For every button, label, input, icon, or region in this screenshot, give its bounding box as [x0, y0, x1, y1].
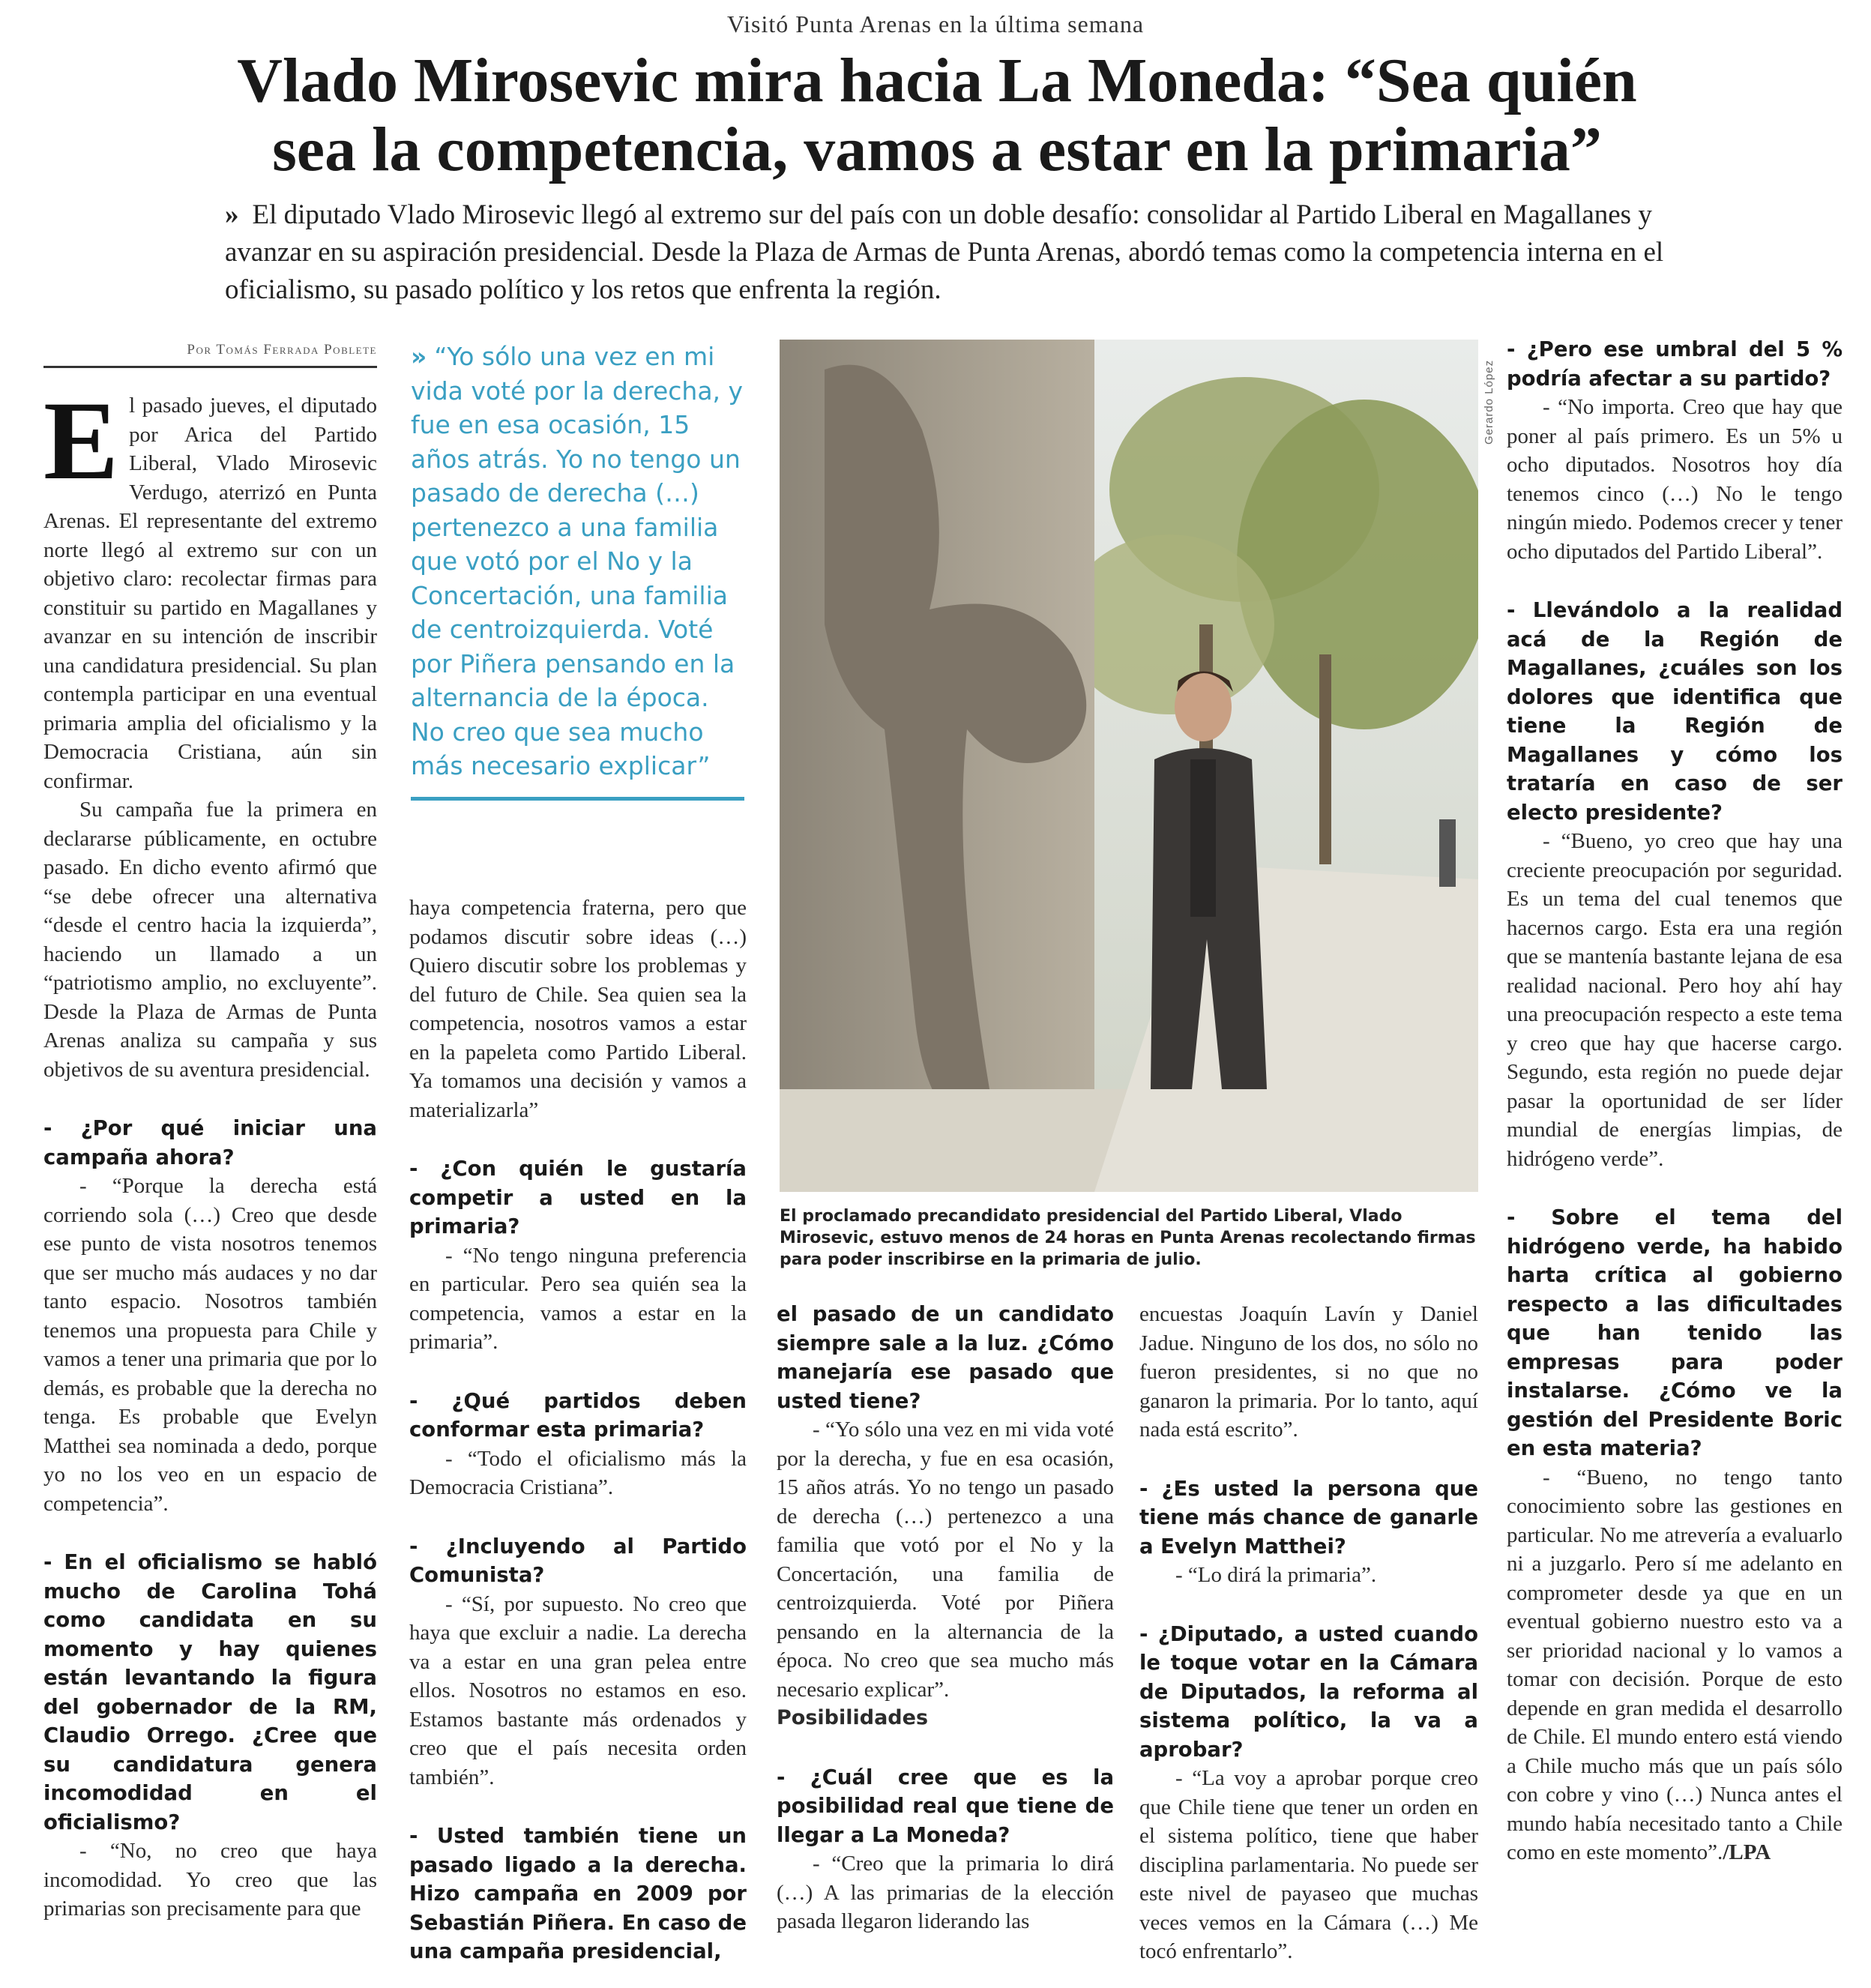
answer: - “Creo que la primaria lo dirá (…) A las primarias de la elección pasada llegaron liderando las — [777, 1852, 1114, 1933]
article-photo — [780, 340, 1478, 1192]
question: - ¿Diputado, a usted cuando le toque votar en la Cámara de Diputados, la reforma al sistema político, la va a aprobar? — [1139, 1621, 1478, 1762]
section-subhead: Posibilidades — [777, 1706, 929, 1729]
column-4 — [1139, 1300, 1478, 1966]
question: - ¿Qué partidos deben conformar esta primaria? — [409, 1388, 747, 1442]
drop-cap: E — [43, 379, 119, 503]
headline — [150, 46, 1724, 184]
answer: - “Lo dirá la primaria”. — [1175, 1563, 1377, 1587]
question: el pasado de un candidato siempre sale a la luz. ¿Cómo manejaría ese pasado que usted tiene? — [777, 1302, 1114, 1413]
column-2 — [409, 894, 747, 1966]
photo-illustration — [780, 340, 1478, 1192]
deck-arrow-icon: » — [225, 199, 239, 230]
question: - ¿Con quién le gustaría competir a usted en la primaria? — [409, 1157, 747, 1238]
answer: - “Porque la derecha está corriendo sola (…) Creo que desde ese punto de vista nosotros tenemos que ser mucho más audaces y no dar tanto espacio. Nosotros también tenemos una propuesta para Chile y vamos a tener una primaria que por lo demás, es probable que la derecha no tenga. Es probable que Evelyn Matthei sea nominada a dedo, porque yo no los veo en un espacio de competencia”. — [43, 1174, 377, 1516]
question: - Llevándolo a la realidad acá de la Región de Magallanes, ¿cuáles son los dolores que identifica que tiene la Región de Magallanes y cómo los trataría en caso de ser electo presidente? — [1507, 598, 1843, 825]
question: - ¿Cuál cree que es la posibilidad real que tiene de llegar a La Moneda? — [777, 1765, 1114, 1847]
photo-credit: Gerardo López — [1483, 359, 1495, 445]
pull-quote — [411, 340, 744, 801]
kicker: Visitó Punta Arenas en la última semana — [726, 10, 1145, 37]
column-1 — [43, 379, 377, 1924]
answer: - “Sí, por supuesto. No creo que haya que excluir a nadie. La derecha va a estar en una gran pelea entre ellos. Nosotros no estamos en eso. Estamos bastante más ordenados y creo que el país necesita orden también”. — [409, 1591, 747, 1789]
question: - ¿Incluyendo al Partido Comunista? — [409, 1534, 747, 1587]
answer: - “No, no creo que haya incomodidad. Yo creo que las primarias son precisamente para que — [43, 1839, 377, 1921]
paragraph: haya competencia fraterna, pero que podamos discutir sobre ideas (…) Quiero discutir sobre los problemas y del futuro de Chile. Sea quien sea la competencia, nosotros vamos a estar en la papeleta como Partido Liberal. Ya tomamos una decisión y vamos a materializarla” — [409, 896, 747, 1122]
answer-text: - “Bueno, no tengo tanto conocimiento sobre las gestiones en particular. No me atrevería a evaluarlo ni a juzgarlo. Pero sí me adelanto en comprometer desde ya que en un eventual gobierno nuestro esto va a ser prioridad nacional y lo vamos a tomar con decisión. Porque de esto depende en gran medida el desarrollo de Chile. El mundo entero está viendo a Chile mucho más que un país sólo con cobre y vino (…) Nunca antes el mundo había necesitado tanto a Chile como en este momento”. — [1507, 1465, 1843, 1864]
answer — [1507, 1463, 1843, 1867]
answer: - “No tengo ninguna preferencia en particular. Pero sea quién sea la competencia, vamos a estar en la primaria”. — [409, 1243, 747, 1354]
byline: Por Tomás Ferrada Poblete — [43, 342, 377, 368]
answer: - “La voy a aprobar porque creo que Chile tiene que tener un orden en el sistema político, tiene que haber disciplina parlamentaria. No puede ser este nivel de payaseo que muchas veces vemos en la Cámara (…) Me tocó enfrentarlo”. — [1139, 1766, 1478, 1963]
headline-line-1: Vlado Mirosevic mira hacia La Moneda: “Sea quién — [237, 46, 1637, 115]
column-3 — [777, 1300, 1114, 1936]
deck-text: El diputado Vlado Mirosevic llegó al extremo sur del país con un doble desafío: consolidar al Partido Liberal en Magallanes y avanzar en su aspiración presidencial. Desde la Plaza de Armas de Punta Arenas, abordó temas como la competencia interna en el oficialismo, su pasado político y los retos que enfrenta la región. — [225, 199, 1664, 305]
pull-quote-text: “Yo sólo una vez en mi vida voté por la derecha, y fue en esa ocasión, 15 años atrás. Yo no tengo un pasado de derecha (…) pertenezco a una familia que votó por el No y la Concertación, una familia de centroizquierda. Voté por Piñera pensando en la alternancia de la época. No creo que sea mucho más necesario explicar” — [411, 342, 744, 780]
paragraph: Su campaña fue la primera en declararse públicamente, en octubre pasado. En dicho evento afirmó que “se debe ofrecer una alternativa “desde el centro hacia la izquierda”, haciendo un llamado a un “patriotismo amplio, no excluyente”. Desde la Plaza de Armas de Punta Arenas analiza su campaña y sus objetivos de su aventura presidencial. — [43, 798, 377, 1082]
paragraph: encuestas Joaquín Lavín y Daniel Jadue. Ninguno de los dos, no sólo no fueron presidentes, si no que no ganaron la primaria. Por lo tanto, aquí nada está escrito”. — [1139, 1302, 1478, 1442]
answer: - “Yo sólo una vez en mi vida voté por la derecha, y fue en esa ocasión, 15 años atrás. Yo no tengo un pasado de derecha (…) pertenezco a una familia que votó por el No y la Concertación, una familia de centroizquierda. Voté por Piñera pensando en la alternancia de la época. No creo que sea mucho más necesario explicar”. — [777, 1418, 1114, 1702]
question: - ¿Por qué iniciar una campaña ahora? — [43, 1116, 377, 1169]
photo-caption: El proclamado precandidato presidencial del Partido Liberal, Vlado Mirosevic, estuvo menos de 24 horas en Punta Arenas recolectando firmas para poder inscribirse en la primaria de julio. — [780, 1207, 1476, 1269]
answer: - “Bueno, yo creo que hay una creciente preocupación por seguridad. Es un tema del cual tenemos que hacernos cargo. Esta era una región que se mantenía bastante lejana de esa realidad nacional. Pero hoy ahí hay una preocupación respecto a este tema y creo que hay que hacerse cargo. Segundo, esta región no puede dejar pasar la oportunidad de ser líder mundial de energías limpias, de hidrógeno verde”. — [1507, 829, 1843, 1171]
answer: - “Todo el oficialismo más la Democracia Cristiana”. — [409, 1446, 747, 1499]
signoff: /LPA — [1723, 1840, 1771, 1864]
pull-quote-arrow-icon: » — [411, 342, 427, 371]
deck — [225, 196, 1679, 309]
question: - ¿Pero ese umbral del 5 % podría afectar a su partido? — [1507, 337, 1843, 391]
headline-line-2: sea la competencia, vamos a estar en la primaria” — [272, 115, 1602, 184]
column-5 — [1507, 335, 1843, 1867]
question: - En el oficialismo se habló mucho de Carolina Tohá como candidata en su momento y hay quienes están levantando la figura del gobernador de la RM, Claudio Orrego. ¿Cree que su candidatura genera incomodidad en el oficialismo? — [43, 1550, 377, 1834]
question: - Usted también tiene un pasado ligado a la derecha. Hizo campaña en 2009 por Sebastián Piñera. En caso de una campaña presidencial, — [409, 1824, 747, 1963]
question: - Sobre el tema del hidrógeno verde, ha habido harta crítica al gobierno respecto a las dificultades que han tenido las empresas para poder instalarse. ¿Cómo ve la gestión del Presidente Boric en esta materia? — [1507, 1205, 1843, 1460]
intro-text: l pasado jueves, el diputado por Arica del Partido Liberal, Vlado Mirosevic Verdugo, aterrizó en Punta Arenas. El representante del extremo norte llegó al extremo sur con un objetivo claro: recolectar firmas para constituir su partido en Magallanes y avanzar en su intención de inscribir una candidatura presidencial. Su plan contempla participar en una eventual primaria amplia del oficialismo y la Democracia Cristiana, aún sin confirmar. — [43, 394, 377, 793]
question: - ¿Es usted la persona que tiene más chance de ganarle a Evelyn Matthei? — [1139, 1476, 1478, 1558]
answer: - “No importa. Creo que hay que poner al país primero. Es un 5% u ocho diputados. Nosotros hoy día tenemos cinco (…) No le tengo ningún miedo. Podemos crecer y tener ocho diputados del Partido Liberal”. — [1507, 395, 1843, 564]
intro-paragraph — [43, 379, 377, 795]
